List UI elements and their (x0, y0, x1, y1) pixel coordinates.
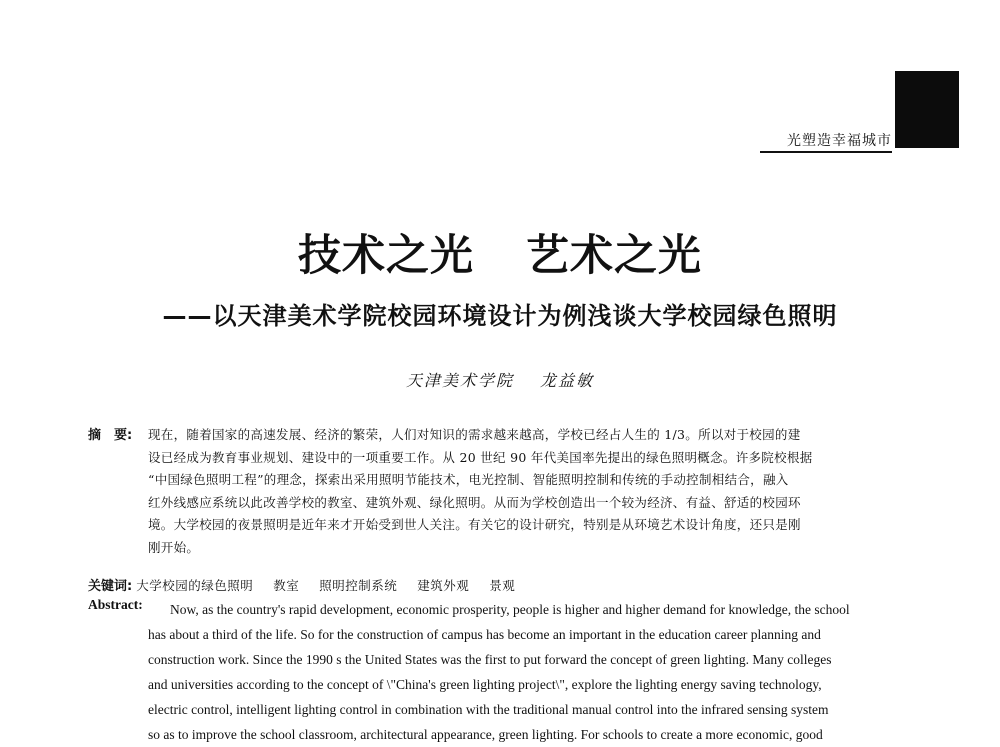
page-corner-block (895, 71, 959, 148)
running-head: 光塑造幸福城市 (760, 130, 892, 153)
abstract-en-label: Abstract: (88, 597, 143, 612)
abstract-cn-line: 现在，随着国家的高速发展、经济的繁荣，人们对知识的需求越来越高，学校已经占人生的 1/3。所以对于校园的建 (148, 427, 801, 442)
abstract-cn-label: 摘 要: (88, 428, 133, 443)
abstract-cn-line: 刚开始。 (148, 539, 200, 555)
abstract-en-line: so as to improve the school classroom, architectural appearance, green lighting. For schools to create a more economic, good (148, 727, 823, 742)
keyword: 大学校园的绿色照明 (136, 578, 254, 593)
byline (0, 368, 1000, 391)
article-title (0, 222, 1000, 283)
article-subtitle: ——以天津美术学院校园环境设计为例浅谈大学校园绿色照明 (162, 302, 838, 330)
title-part-1: 技术之光 (298, 231, 474, 281)
abstract-cn-line: 境。大学校园的夜景照明是近年来才开始受到世人关注。有关它的设计研究，特别是从环境艺术设计角度，还只是刚 (148, 517, 801, 532)
title-part-2: 艺术之光 (526, 231, 702, 281)
keyword: 照明控制系统 (319, 578, 398, 593)
abstract-cn-line: 设已经成为教育事业规划、建设中的一项重要工作。从 20 世纪 90 年代美国率先提出的绿色照明概念。许多院校根据 (148, 449, 813, 465)
abstract-en-line: has about a third of the life. So for the construction of campus has become an important in the education career planning and (148, 627, 821, 642)
keywords (88, 575, 928, 594)
abstract-en-line: construction work. Since the 1990 s the United States was the first to put forward the concept of green lighting. Many colleges (148, 652, 832, 667)
abstract-en-line: Now, as the country's rapid development, economic prosperity, people is higher and higher demand for knowledge, the school (170, 602, 850, 617)
keyword: 景观 (489, 578, 516, 593)
abstract-cn-line: “中国绿色照明工程”的理念，探索出采用照明节能技术，电光控制、智能照明控制和传统的手动控制相结合，融入 (148, 472, 789, 487)
author-name: 龙益敏 (540, 371, 595, 390)
abstract-en-line: electric control, intelligent lighting control in combination with the traditional manual control into the infrared sensing system (148, 702, 829, 717)
abstract-cn-line: 红外线感应系统以此改善学校的教室、建筑外观、绿化照明。从而为学校创造出一个较为经济、有益、舒适的校园环 (148, 494, 801, 510)
keyword: 教室 (273, 578, 300, 593)
keyword: 建筑外观 (417, 578, 470, 593)
abstract-en-line: and universities according to the concept of \"China's green lighting project\", explore the lighting energy saving technology, (148, 677, 822, 692)
keywords-label: 关键词: (88, 579, 133, 594)
author-institution: 天津美术学院 (405, 371, 514, 390)
